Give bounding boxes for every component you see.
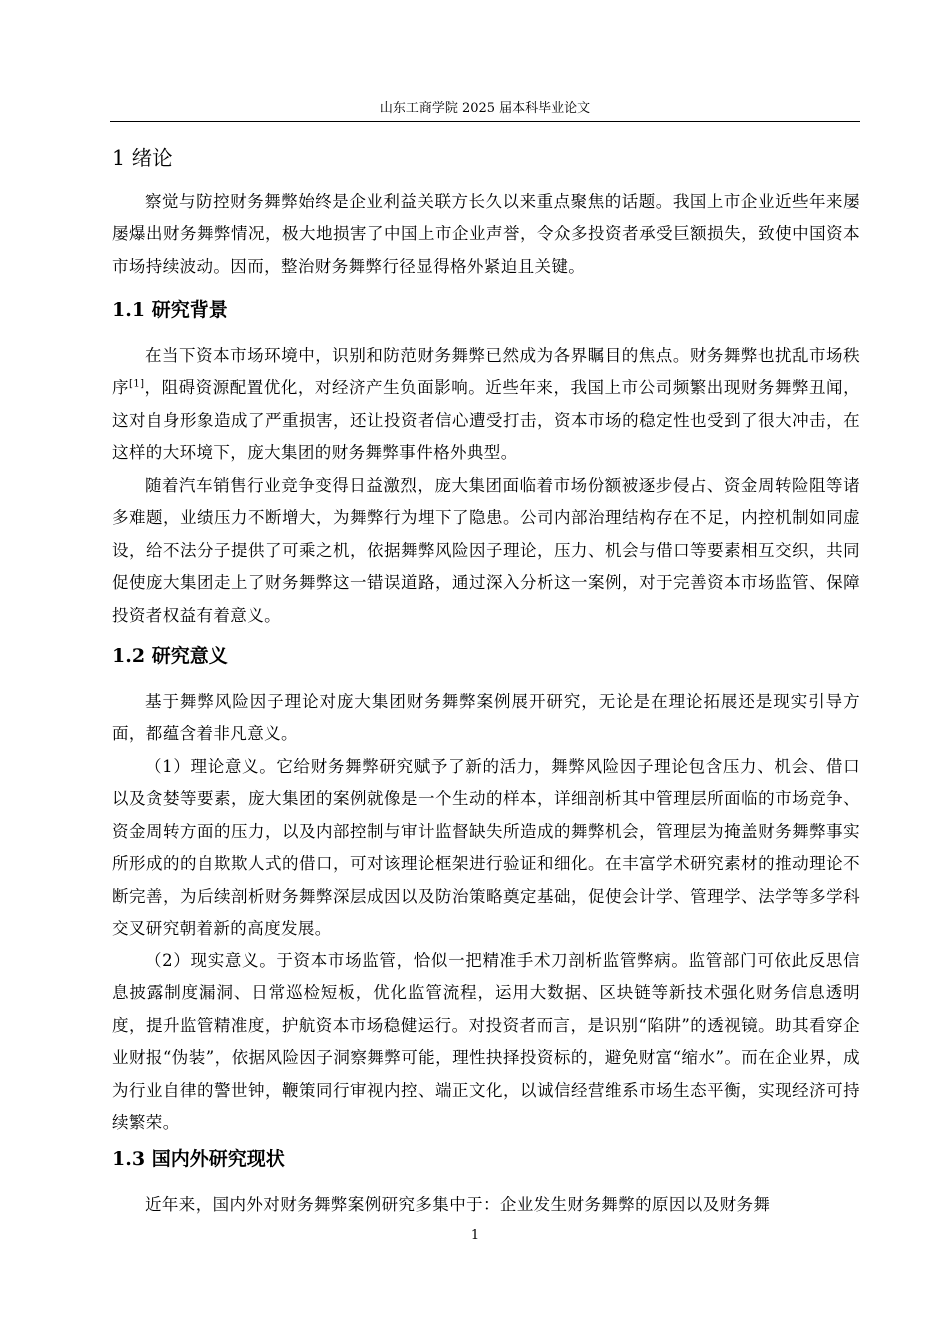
- chapter-number: 1: [112, 146, 126, 170]
- section-number: 1.1: [112, 299, 146, 321]
- section-number: 1.2: [112, 645, 146, 667]
- significance-paragraph-1: 基于舞弊风险因子理论对庞大集团财务舞弊案例展开研究，无论是在理论拓展还是现实引导方面，都蕴含着非凡意义。: [112, 692, 860, 744]
- section-number: 1.3: [112, 1148, 146, 1170]
- section-title: 研究背景: [151, 299, 228, 321]
- chapter-intro-paragraph: 察觉与防控财务舞弊始终是企业利益关联方长久以来重点聚焦的话题。我国上市企业近些年来屡屡爆出财务舞弊情况，极大地损害了中国上市企业声誉，令众多投资者承受巨额损失，致使中国资本市场持续波动。因而，整治财务舞弊行径显得格外紧迫且关键。: [112, 192, 860, 276]
- page-number: 1: [470, 1228, 480, 1243]
- section-title: 国内外研究现状: [151, 1148, 285, 1170]
- paragraph-text: 在当下资本市场环境中，识别和防范财务舞弊已然成为各界瞩目的焦点。财务舞弊也扰乱市场秩序: [112, 346, 860, 398]
- chapter-title-text: 绪论: [131, 146, 173, 170]
- chapter-title: [112, 144, 173, 172]
- background-paragraph-2: 随着汽车销售行业竞争变得日益激烈，庞大集团面临着市场份额被逐步侵占、资金周转险阻等诸多难题，业绩压力不断增大，为舞弊行为埋下了隐患。公司内部治理结构存在不足，内控机制如同虚设，给不法分子提供了可乘之机，依据舞弊风险因子理论，压力、机会与借口等要素相互交织，共同促使庞大集团走上了财务舞弊这一错误道路，通过深入分析这一案例，对于完善资本市场监管、保障投资者权益有着意义。: [112, 476, 860, 625]
- paragraph-text: ，阻碍资源配置优化，对经济产生负面影响。近些年来，我国上市公司频繁出现财务舞弊丑闻，这对自身形象造成了严重损害，还让投资者信心遭受打击，资本市场的稳定性也受到了很大冲击，在这样的大环境下，庞大集团的财务舞弊事件格外典型。: [112, 378, 860, 463]
- research-status-paragraph: 近年来，国内外对财务舞弊案例研究多集中于：企业发生财务舞弊的原因以及财务舞: [145, 1195, 771, 1214]
- section-heading-1-2: [112, 642, 228, 670]
- section-heading-1-3: [112, 1145, 285, 1173]
- running-header: [110, 100, 860, 122]
- header-title: 山东工商学院 2025 届本科毕业论文: [379, 101, 591, 116]
- practical-significance-paragraph: （2）现实意义。于资本市场监管，恰似一把精准手术刀剖析监管弊病。监管部门可依此反思信息披露制度漏洞、日常巡检短板，优化监管流程，运用大数据、区块链等新技术强化财务信息透明度，提升监管精准度，护航资本市场稳健运行。对投资者而言，是识别“陷阱”的透视镜。助其看穿企业财报“伪装”，依据风险因子洞察舞弊可能，理性抉择投资标的，避免财富“缩水”。而在企业界，成为行业自律的警世钟，鞭策同行审视内控、端正文化，以诚信经营维系市场生态平衡，实现经济可持续繁荣。: [112, 951, 860, 1133]
- section-title: 研究意义: [151, 645, 228, 667]
- theoretical-significance-paragraph: （1）理论意义。它给财务舞弊研究赋予了新的活力，舞弊风险因子理论包含压力、机会、借口以及贪婪等要素，庞大集团的案例就像是一个生动的样本，详细剖析其中管理层所面临的市场竞争、资金周转方面的压力，以及内部控制与审计监督缺失所造成的舞弊机会，管理层为掩盖财务舞弊事实所形成的的自欺欺人式的借口，可对该理论框架进行验证和细化。在丰富学术研究素材的推动理论不断完善，为后续剖析财务舞弊深层成因以及防治策略奠定基础，促使会计学、管理学、法学等多学科交叉研究朝着新的高度发展。: [112, 757, 860, 939]
- citation-reference: [1]: [129, 378, 145, 390]
- section-heading-1-1: [112, 296, 228, 324]
- background-paragraph-1: [112, 340, 860, 470]
